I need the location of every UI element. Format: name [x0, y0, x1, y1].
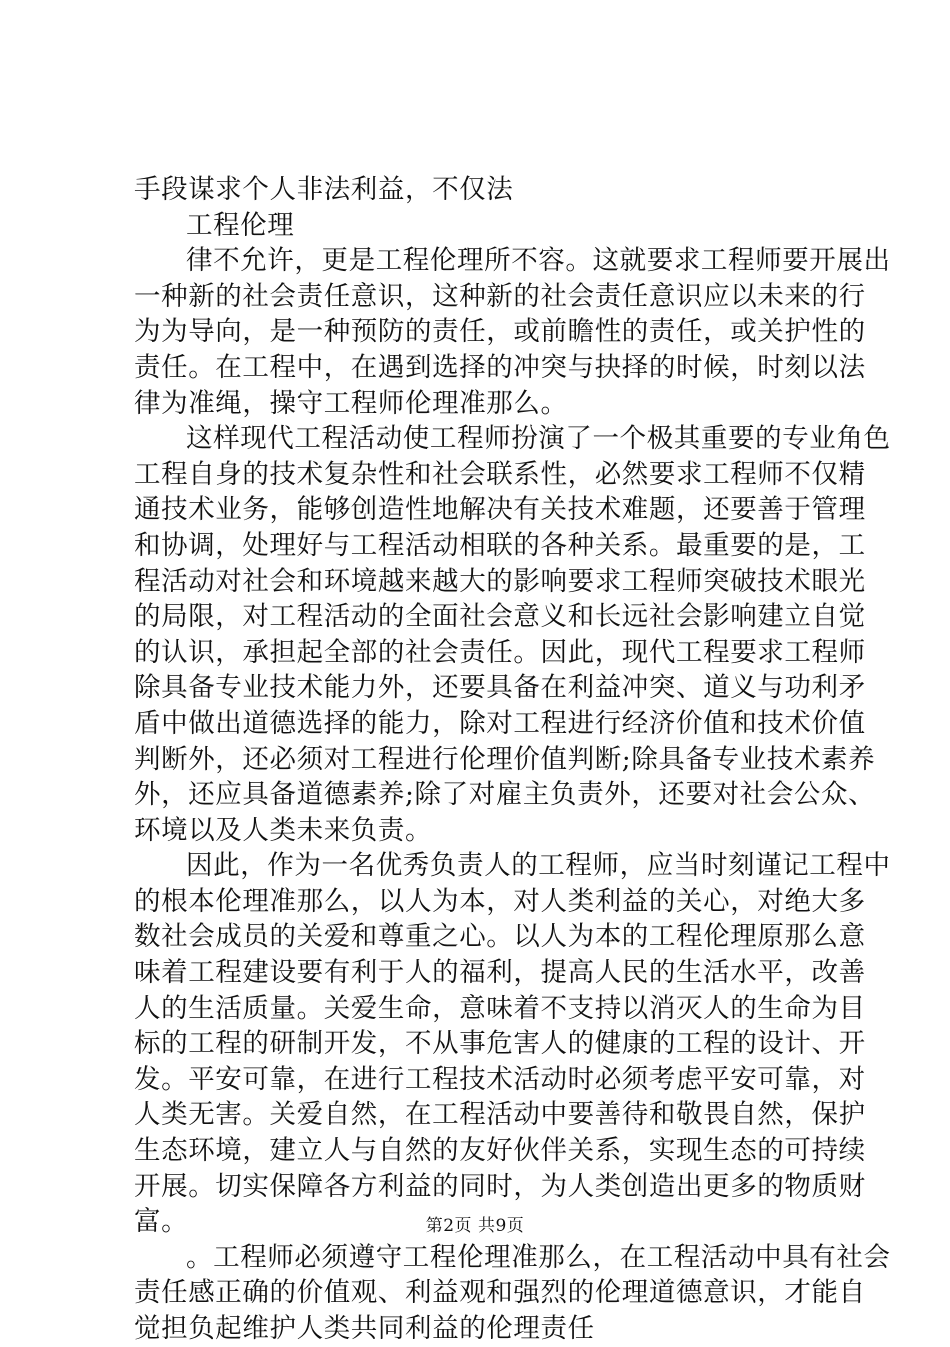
text-line: 盾中做出道德选择的能力，除对工程进行经济价值和技术价值: [134, 707, 866, 739]
text-line: 人类无害。关爱自然，在工程活动中要善待和敬畏自然，保护: [134, 1099, 866, 1131]
text-line: 责任感正确的价值观、利益观和强烈的伦理道德意识，才能自: [134, 1277, 866, 1309]
text-line: 标的工程的研制开发，不从事危害人的健康的工程的设计、开: [134, 1028, 866, 1060]
text-line: 除具备专业技术能力外，还要具备在利益冲突、道义与功利矛: [134, 672, 866, 704]
text-line: 的根本伦理准那么，以人为本，对人类利益的关心，对绝大多: [134, 885, 866, 917]
text-line: 工程自身的技术复杂性和社会联系性，必然要求工程师不仅精: [134, 458, 866, 490]
text-line: 数社会成员的关爱和尊重之心。以人为本的工程伦理原那么意: [134, 921, 866, 953]
text-line: 为为导向，是一种预防的责任，或前瞻性的责任，或关护性的: [134, 316, 866, 348]
text-line: 的认识，承担起全部的社会责任。因此，现代工程要求工程师: [134, 636, 866, 668]
text-line: 程活动对社会和环境越来越大的影响要求工程师突破技术眼光: [134, 565, 866, 597]
text-line: 一种新的社会责任意识，这种新的社会责任意识应以未来的行: [134, 280, 866, 312]
text-line: 外，还应具备道德素养;除了对雇主负责外，还要对社会公众、: [134, 779, 876, 811]
text-line: 手段谋求个人非法利益，不仅法: [134, 174, 514, 205]
text-line: 觉担负起维护人类共同利益的伦理责任: [134, 1313, 595, 1344]
text-line: 判断外，还必须对工程进行伦理价值判断;除具备专业技术素养: [134, 743, 876, 775]
text-line: 生态环境，建立人与自然的友好伙伴关系，实现生态的可持续: [134, 1135, 866, 1167]
text-line: 发。平安可靠，在进行工程技术活动时必须考虑平安可靠，对: [134, 1063, 866, 1095]
text-line: 味着工程建设要有利于人的福利，提高人民的生活水平，改善: [134, 957, 866, 989]
text-line: 环境以及人类未来负责。: [134, 814, 433, 846]
text-line: 律为准绳，操守工程师伦理准那么。: [134, 387, 568, 419]
text-line: 人的生活质量。关爱生命，意味着不支持以消灭人的生命为目: [134, 992, 866, 1024]
text-line: 富。: [134, 1206, 189, 1238]
text-line: 这样现代工程活动使工程师扮演了一个极其重要的专业角色: [186, 423, 891, 455]
text-line: 因此，作为一名优秀负责人的工程师，应当时刻谨记工程中: [186, 850, 891, 882]
text-line: 工程伦理: [186, 209, 295, 241]
document-body: [134, 172, 891, 1347]
page-footer: 第2页 共9页: [425, 1216, 525, 1236]
text-line: 的局限，对工程活动的全面社会意义和长远社会影响建立自觉: [134, 601, 866, 633]
text-line: 。工程师必须遵守工程伦理准那么，在工程活动中具有社会: [186, 1241, 891, 1273]
text-line: 和协调，处理好与工程活动相联的各种关系。最重要的是，工: [134, 529, 866, 561]
text-line: 通技术业务，能够创造性地解决有关技术难题，还要善于管理: [134, 494, 866, 526]
text-line: 律不允许，更是工程伦理所不容。这就要求工程师要开展出: [186, 245, 891, 277]
text-line: 责任。在工程中，在遇到选择的冲突与抉择的时候，时刻以法: [134, 351, 866, 383]
text-line: 开展。切实保障各方利益的同时，为人类创造出更多的物质财: [134, 1170, 866, 1202]
